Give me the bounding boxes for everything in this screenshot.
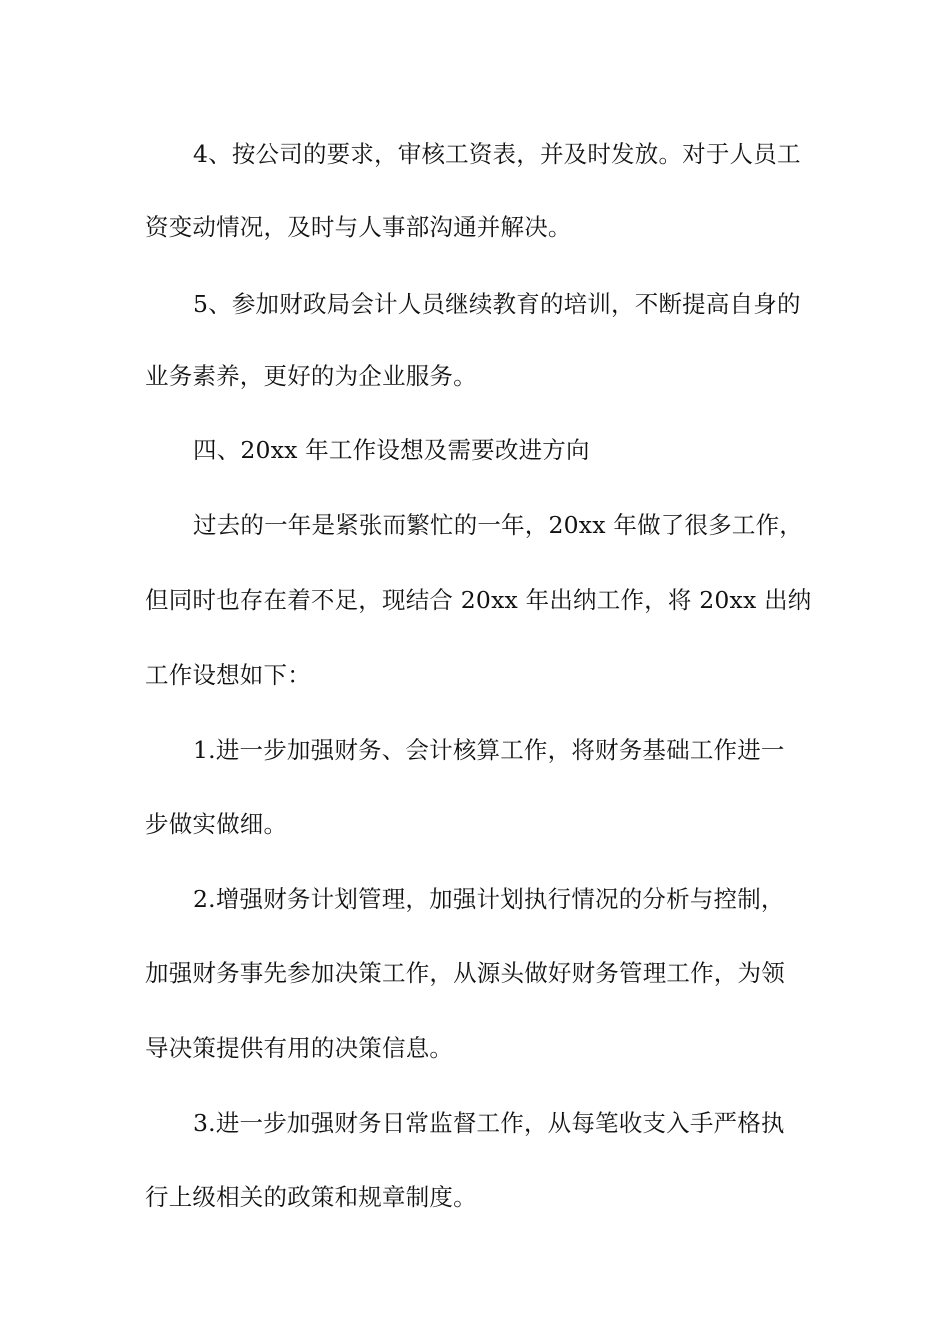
item-2-line-3: 导决策提供有用的决策信息。 [145, 1034, 454, 1062]
intro-paragraph-line-3: 工作设想如下： [145, 661, 311, 689]
section-heading-four: 四、20xx 年工作设想及需要改进方向 [193, 436, 590, 464]
intro-paragraph-line-2: 但同时也存在着不足，现结合 20xx 年出纳工作，将 20xx 出纳 [145, 586, 812, 614]
item-2-line-1: 2.增强财务计划管理，加强计划执行情况的分析与控制， [193, 885, 785, 913]
paragraph-4-line-2: 资变动情况，及时与人事部沟通并解决。 [145, 213, 572, 241]
item-2-line-2: 加强财务事先参加决策工作，从源头做好财务管理工作，为领 [145, 959, 785, 987]
paragraph-4-line-1: 4、按公司的要求，审核工资表，并及时发放。对于人员工 [193, 140, 801, 168]
item-1-line-1: 1.进一步加强财务、会计核算工作，将财务基础工作进一 [193, 736, 785, 764]
paragraph-5-line-1: 5、参加财政局会计人员继续教育的培训，不断提高自身的 [193, 290, 801, 318]
item-3-line-2: 行上级相关的政策和规章制度。 [145, 1183, 477, 1211]
paragraph-5-line-2: 业务素养，更好的为企业服务。 [145, 362, 477, 390]
item-3-line-1: 3.进一步加强财务日常监督工作，从每笔收支入手严格执 [193, 1109, 785, 1137]
item-1-line-2: 步做实做细。 [145, 810, 288, 838]
intro-paragraph-line-1: 过去的一年是紧张而繁忙的一年，20xx 年做了很多工作， [193, 511, 803, 539]
